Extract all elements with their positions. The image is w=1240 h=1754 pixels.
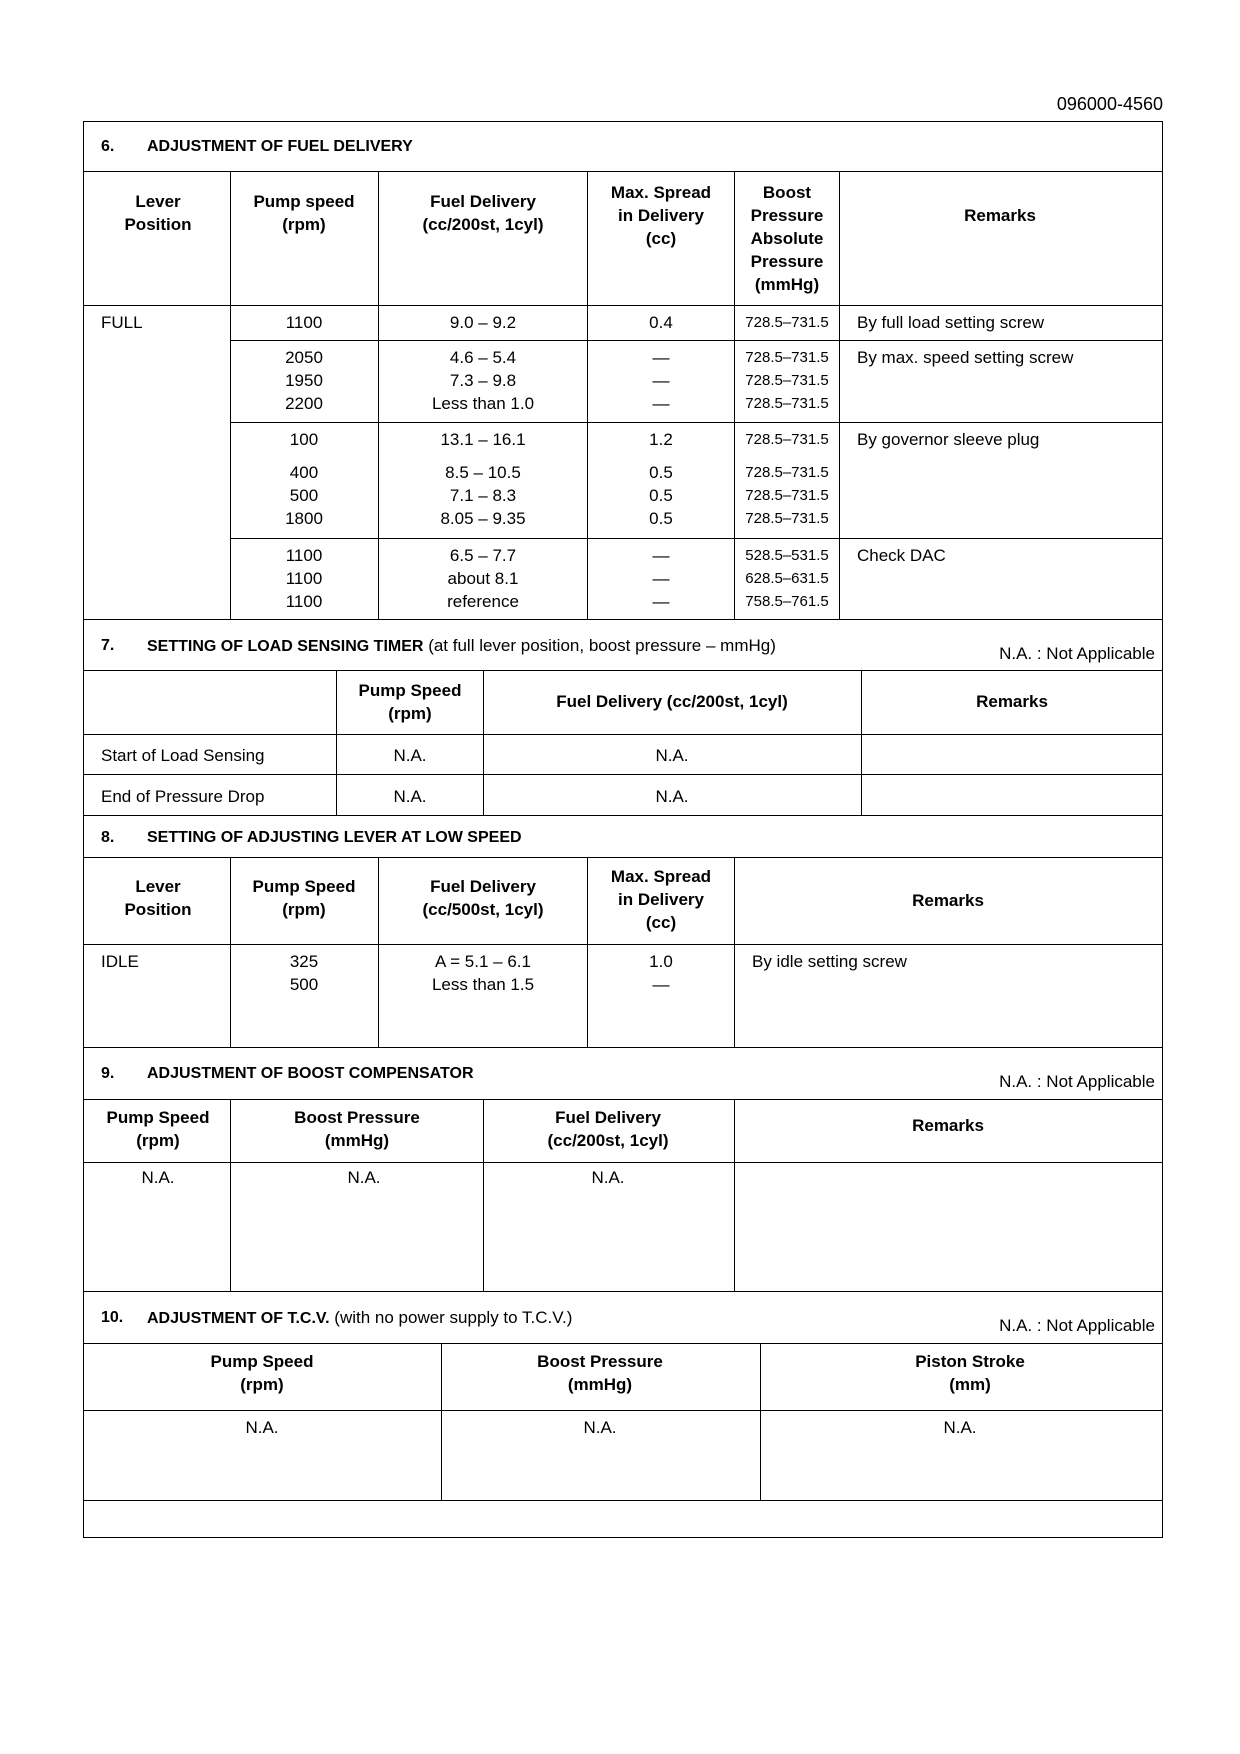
rule [83, 774, 1163, 775]
rule [861, 670, 862, 815]
rule [378, 171, 379, 619]
rule [483, 670, 484, 815]
rule [230, 1099, 231, 1291]
remark-cell: By governor sleeve plug [857, 430, 1040, 449]
rule [83, 857, 1163, 858]
not-applicable-note: N.A. : Not Applicable [999, 1072, 1155, 1091]
speed-cell: 1100 1100 1100 [285, 546, 323, 611]
fuel-cell: N.A. [655, 787, 689, 806]
fuel-cell: 9.0 – 9.2 [449, 313, 517, 332]
section-7-title: SETTING OF LOAD SENSING TIMER [147, 638, 424, 655]
rule [83, 815, 1163, 816]
header-fuel-delivery: Fuel Delivery (cc/200st, 1cyl) [422, 192, 544, 234]
speed-cell: N.A. [245, 1418, 279, 1437]
header-pump-speed: Pump Speed (rpm) [252, 877, 356, 919]
header-pump-speed: Pump Speed (rpm) [210, 1352, 314, 1394]
rule [83, 171, 1163, 172]
rule [83, 305, 1163, 306]
header-lever-position: Lever Position [124, 877, 192, 919]
rule [760, 1343, 761, 1500]
rule [839, 171, 840, 619]
rule [83, 944, 1163, 945]
spread-cell: — — — [652, 348, 670, 413]
rule [83, 1410, 1163, 1411]
section-10-heading [147, 1306, 572, 1330]
section-9-number: 9. [101, 1065, 115, 1082]
rule [83, 1099, 1163, 1100]
rule [734, 171, 735, 619]
spread-cell: — — — [652, 546, 670, 611]
remark-cell: By max. speed setting screw [857, 348, 1074, 367]
header-fuel-delivery: Fuel Delivery (cc/200st, 1cyl) [556, 692, 788, 711]
section-7-heading [147, 634, 776, 658]
spread-cell: 0.4 [649, 313, 673, 332]
row-label: End of Pressure Drop [101, 787, 265, 806]
rule [483, 1099, 484, 1291]
rule [83, 1162, 1163, 1163]
header-boost-pressure: Boost Pressure (mmHg) [537, 1352, 663, 1394]
header-boost-pressure: Boost Pressure (mmHg) [294, 1108, 420, 1150]
remark-cell: By full load setting screw [857, 313, 1045, 332]
rule [83, 1343, 1163, 1344]
section-6-title: ADJUSTMENT OF FUEL DELIVERY [147, 138, 413, 155]
header-pump-speed: Pump Speed (rpm) [358, 681, 462, 723]
header-max-spread: Max. Spread in Delivery (cc) [610, 867, 712, 932]
rule [734, 1099, 735, 1291]
rule [378, 857, 379, 1047]
remark-cell: By idle setting screw [752, 952, 907, 971]
boost-cell: N.A. [347, 1168, 381, 1187]
rule [230, 171, 231, 619]
fuel-cell: 13.1 – 16.1 8.5 – 10.5 7.1 – 8.3 8.05 – 9.35 [440, 430, 526, 528]
rule [230, 538, 1163, 539]
speed-cell: N.A. [393, 746, 427, 765]
speed-cell: N.A. [393, 787, 427, 806]
section-10-title: ADJUSTMENT OF T.C.V. [147, 1310, 330, 1327]
boost-cell: 728.5–731.5 [745, 314, 829, 331]
spread-cell: 1.0 — [649, 952, 673, 994]
header-remarks: Remarks [912, 891, 984, 910]
lever-position-value: FULL [101, 313, 143, 332]
fuel-cell: N.A. [591, 1168, 625, 1187]
not-applicable-note: N.A. : Not Applicable [999, 1316, 1155, 1335]
boost-cell: 728.5–731.5 728.5–731.5 728.5–731.5 728.5–731.5 [745, 431, 829, 527]
rule [83, 734, 1163, 735]
section-8-number: 8. [101, 829, 115, 846]
rule [441, 1343, 442, 1500]
lever-position-value: IDLE [101, 952, 139, 971]
rule [587, 171, 588, 619]
speed-cell: 1100 [285, 313, 323, 332]
header-piston-stroke: Piston Stroke (mm) [915, 1352, 1025, 1394]
document-number: 096000-4560 [1056, 94, 1163, 114]
section-7-number: 7. [101, 637, 115, 654]
stroke-cell: N.A. [943, 1418, 977, 1437]
rule [230, 340, 1163, 341]
speed-cell: 325 500 [289, 952, 319, 994]
section-9-title: ADJUSTMENT OF BOOST COMPENSATOR [147, 1065, 474, 1082]
remark-cell: Check DAC [857, 546, 946, 565]
rule [336, 670, 337, 815]
section-8-title: SETTING OF ADJUSTING LEVER AT LOW SPEED [147, 829, 522, 846]
header-max-spread: Max. Spread in Delivery (cc) [610, 183, 712, 248]
section-10-subtitle: (with no power supply to T.C.V.) [334, 1308, 573, 1327]
row-label: Start of Load Sensing [101, 746, 265, 765]
rule [587, 857, 588, 1047]
header-fuel-delivery: Fuel Delivery (cc/500st, 1cyl) [422, 877, 544, 919]
header-fuel-delivery: Fuel Delivery (cc/200st, 1cyl) [547, 1108, 669, 1150]
rule [83, 1500, 1163, 1501]
section-6-number: 6. [101, 138, 115, 155]
header-boost-pressure: Boost Pressure Absolute Pressure (mmHg) [750, 183, 824, 294]
rule [230, 422, 1163, 423]
speed-cell: 100 400 500 1800 [285, 430, 323, 528]
boost-cell: 528.5–531.5 628.5–631.5 758.5–761.5 [745, 547, 829, 610]
boost-cell: 728.5–731.5 728.5–731.5 728.5–731.5 [745, 349, 829, 412]
header-remarks: Remarks [964, 206, 1036, 225]
rule [83, 1291, 1163, 1292]
rule [83, 670, 1163, 671]
fuel-cell: 4.6 – 5.4 7.3 – 9.8 Less than 1.0 [431, 348, 535, 413]
speed-cell: N.A. [141, 1168, 175, 1187]
header-lever-position: Lever Position [124, 192, 192, 234]
fuel-cell: 6.5 – 7.7 about 8.1 reference [447, 546, 519, 611]
boost-cell: N.A. [583, 1418, 617, 1437]
spread-cell: 1.2 0.5 0.5 0.5 [649, 430, 673, 528]
speed-cell: 2050 1950 2200 [285, 348, 323, 413]
header-remarks: Remarks [976, 692, 1048, 711]
rule [230, 857, 231, 1047]
section-7-subtitle: (at full lever position, boost pressure – mmHg) [428, 636, 776, 655]
rule [83, 619, 1163, 620]
rule [734, 857, 735, 1047]
not-applicable-note: N.A. : Not Applicable [999, 644, 1155, 663]
fuel-cell: N.A. [655, 746, 689, 765]
fuel-cell: A = 5.1 – 6.1 Less than 1.5 [431, 952, 535, 994]
rule [83, 1047, 1163, 1048]
header-pump-speed: Pump Speed (rpm) [106, 1108, 210, 1150]
section-10-number: 10. [101, 1309, 124, 1326]
header-pump-speed: Pump speed (rpm) [253, 192, 355, 234]
header-remarks: Remarks [912, 1116, 984, 1135]
